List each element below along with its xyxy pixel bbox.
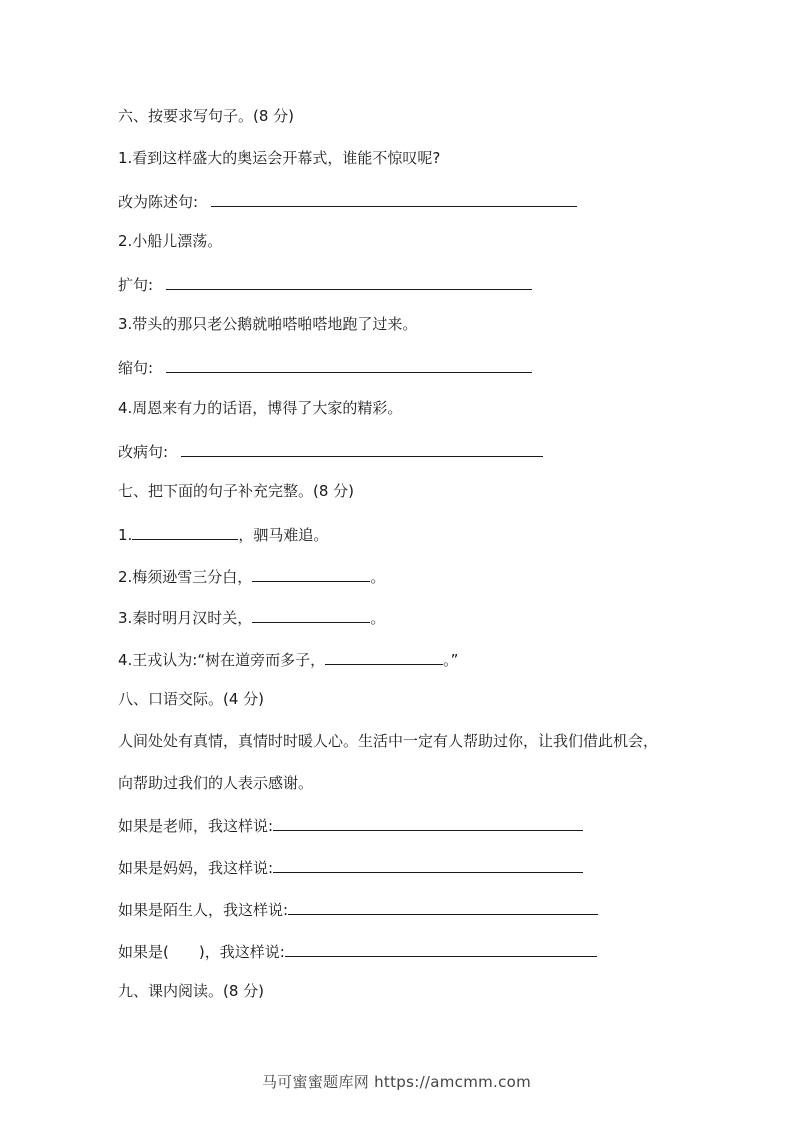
fill-item-7-3 bbox=[118, 606, 385, 628]
fill-item-7-1 bbox=[118, 523, 328, 545]
answer-line-6-4 bbox=[118, 440, 543, 462]
question-6-1: 1.看到这样盛大的奥运会开幕式，谁能不惊叹呢? bbox=[118, 149, 441, 167]
question-6-4: 4.周恩来有力的话语，博得了大家的精彩。 bbox=[118, 399, 403, 417]
fill-blank[interactable] bbox=[132, 523, 238, 540]
fill-blank[interactable] bbox=[325, 648, 443, 665]
answer-line-6-3 bbox=[118, 356, 532, 378]
speech-item-mother bbox=[118, 856, 583, 878]
footer-watermark: 马可蜜蜜题库网 https://amcmm.com bbox=[261, 1073, 532, 1091]
answer-prompt: 缩句: bbox=[118, 359, 154, 377]
answer-blank[interactable] bbox=[181, 440, 543, 457]
speech-item-stranger bbox=[118, 898, 598, 920]
fill-blank[interactable] bbox=[252, 565, 370, 582]
intro-text-line-2: 向帮助过我们的人表示感谢。 bbox=[118, 774, 314, 792]
fill-item-7-2 bbox=[118, 565, 385, 587]
answer-prompt: 改病句: bbox=[118, 443, 169, 461]
answer-blank[interactable] bbox=[211, 190, 577, 207]
fill-blank[interactable] bbox=[252, 606, 370, 623]
item-suffix: ，驷马难追。 bbox=[238, 526, 329, 544]
item-prefix: 4.王戎认为:“树在道旁而多子， bbox=[118, 651, 326, 669]
speech-prompt-end: )，我这样说: bbox=[198, 943, 285, 961]
speech-blank[interactable] bbox=[273, 856, 583, 873]
intro-text-line-1: 人间处处有真情，真情时时暖人心。生活中一定有人帮助过你，让我们借此机会， bbox=[118, 732, 659, 750]
speech-item-custom bbox=[118, 940, 597, 962]
item-prefix: 3.秦时明月汉时关， bbox=[118, 609, 253, 627]
answer-prompt: 扩句: bbox=[118, 276, 154, 294]
speech-prompt-start: 如果是( bbox=[118, 943, 169, 961]
speech-blank[interactable] bbox=[285, 940, 597, 957]
section-9-heading: 九、课内阅读。(8 分) bbox=[118, 982, 265, 1000]
section-6-heading: 六、按要求写句子。(8 分) bbox=[118, 107, 295, 125]
fill-item-7-4 bbox=[118, 648, 458, 670]
item-suffix: 。 bbox=[370, 568, 386, 586]
speech-prompt: 如果是陌生人，我这样说: bbox=[118, 901, 289, 919]
section-8-heading: 八、口语交际。(4 分) bbox=[118, 690, 265, 708]
item-prefix: 1. bbox=[118, 526, 133, 544]
question-6-3: 3.带头的那只老公鹅就啪嗒啪嗒地跑了过来。 bbox=[118, 315, 418, 333]
speech-prompt: 如果是妈妈，我这样说: bbox=[118, 859, 274, 877]
speech-blank[interactable] bbox=[288, 898, 598, 915]
answer-line-6-1 bbox=[118, 190, 577, 212]
speech-blank[interactable] bbox=[273, 814, 583, 831]
section-7-heading: 七、把下面的句子补充完整。(8 分) bbox=[118, 482, 355, 500]
speech-item-teacher bbox=[118, 814, 583, 836]
question-6-2: 2.小船儿漂荡。 bbox=[118, 232, 223, 250]
answer-blank[interactable] bbox=[166, 273, 532, 290]
answer-line-6-2 bbox=[118, 273, 532, 295]
speech-prompt: 如果是老师，我这样说: bbox=[118, 817, 274, 835]
answer-prompt: 改为陈述句: bbox=[118, 193, 199, 211]
item-prefix: 2.梅须逊雪三分白， bbox=[118, 568, 253, 586]
item-suffix: 。 bbox=[370, 609, 386, 627]
item-suffix: 。” bbox=[443, 651, 459, 669]
answer-blank[interactable] bbox=[166, 356, 532, 373]
